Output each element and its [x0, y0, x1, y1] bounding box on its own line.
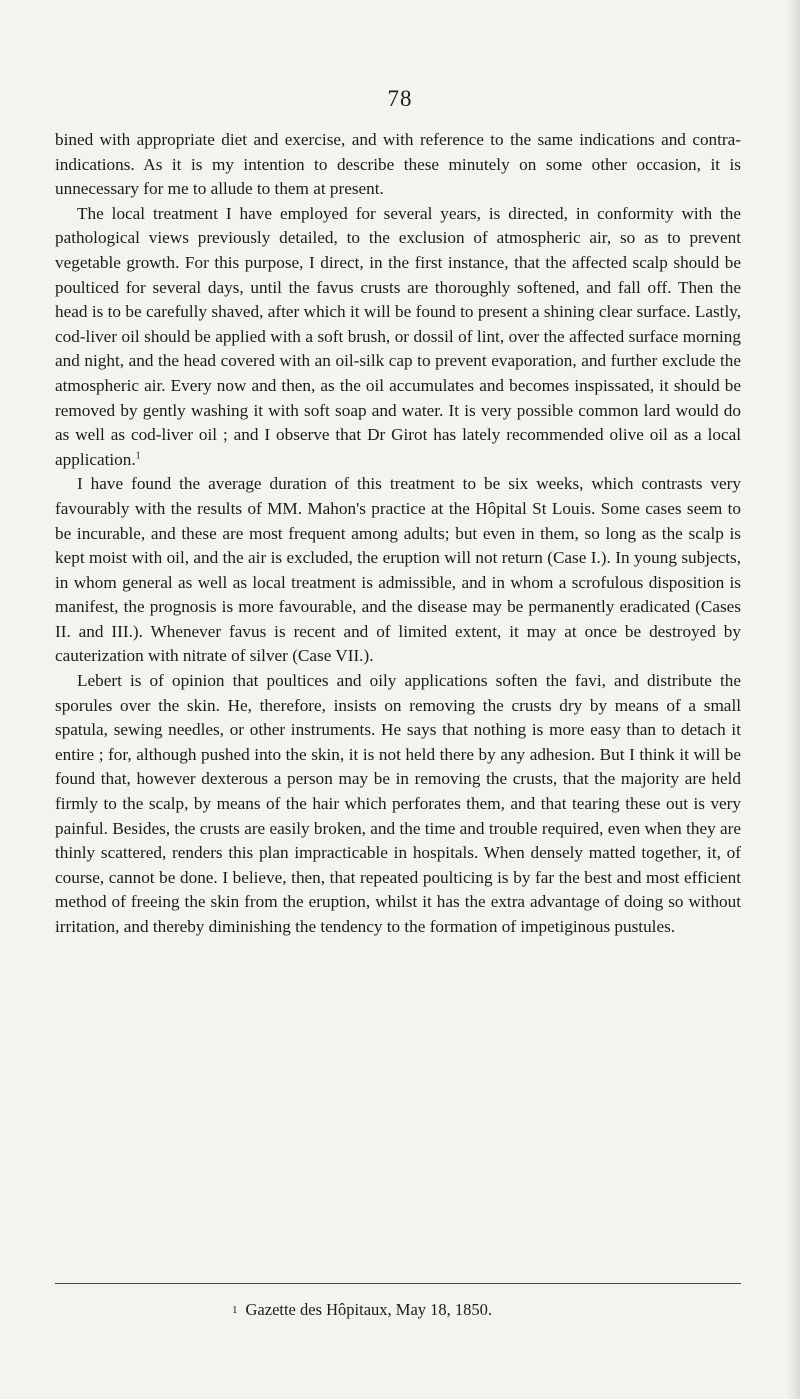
body-text [55, 128, 741, 940]
footnote-text: Gazette des Hôpitaux, May 18, 1850. [245, 1300, 493, 1319]
paragraph-duration: I have found the average duration of this treatment to be six weeks, which contrasts very favourably with the results of MM. Mahon's practice at the Hôpital St Louis. Some cases seem to be incurable, and these are most frequent among adults; but even in them, so long as the scalp is kept moist with oil, and the air is excluded, the eruption will not return (Case I.). In young subjects, in whom general as well as local treatment is admissible, and in whom a scrofulous disposition is manifest, the prognosis is more favourable, and the disease may be permanently eradicated (Cases II. and III.). Whenever favus is recent and of limited extent, it may at once be destroyed by cauterization with nitrate of silver (Case VII.). [55, 474, 741, 666]
paragraph-continuation: bined with appropriate diet and exercise, and with reference to the same indications and contra-indications. As it is my intention to describe these minutely on some other occasion, it is unnecessary for me to allude to them at present. [55, 130, 741, 199]
page-edge-shadow [786, 0, 800, 1399]
footnote [232, 1300, 492, 1320]
paragraph-local-treatment [55, 202, 741, 473]
paragraph-lebert: Lebert is of opinion that poultices and oily applications soften the favi, and distribute the sporules over the skin. He, therefore, insists on removing the crusts dry by means of a small spatula, sewing needles, or other instruments. He says that nothing is more easy than to detach it entire ; for, although pushed into the skin, it is not held there by any adhesion. But I think it will be found that, however dexterous a person may be in removing the crusts, that the majority are held firmly to the scalp, by means of the hair which perforates them, and that tearing these out is very painful. Besides, the crusts are easily broken, and the time and trouble required, even when they are thinly scattered, renders this plan impracticable in hospitals. When densely matted together, it, of course, cannot be done. I believe, then, that repeated poulticing is by far the best and most efficient method of freeing the skin from the eruption, whilst it has the extra advantage of doing so without irritation, and thereby diminishing the tendency to the formation of impetiginous pustules. [55, 671, 741, 936]
footnote-reference: 1 [135, 449, 141, 461]
footnote-divider [55, 1283, 741, 1284]
paragraph-local-treatment-text: The local treatment I have employed for several years, is directed, in conformity with the pathological views previously detailed, to the exclusion of atmospheric air, so as to prevent vegetable growth. For this purpose, I direct, in the first instance, that the affected scalp should be poulticed for several days, until the favus crusts are thoroughly softened, and fall off. Then the head is to be carefully shaved, after which it will be found to present a shining clear surface. Lastly, cod-liver oil should be applied with a soft brush, or dossil of lint, over the affected surface morning and night, and the head covered with an oil-silk cap to prevent evaporation, and further exclude the atmospheric air. Every now and then, as the oil accumulates and becomes inspissated, it should be removed by gently washing it with soft soap and water. It is very possible common lard would do as well as cod-liver oil ; and I observe that Dr Girot has lately recommended olive oil as a local application. [55, 203, 741, 469]
footnote-marker: 1 [232, 1304, 238, 1316]
page-number: 78 [387, 86, 413, 111]
